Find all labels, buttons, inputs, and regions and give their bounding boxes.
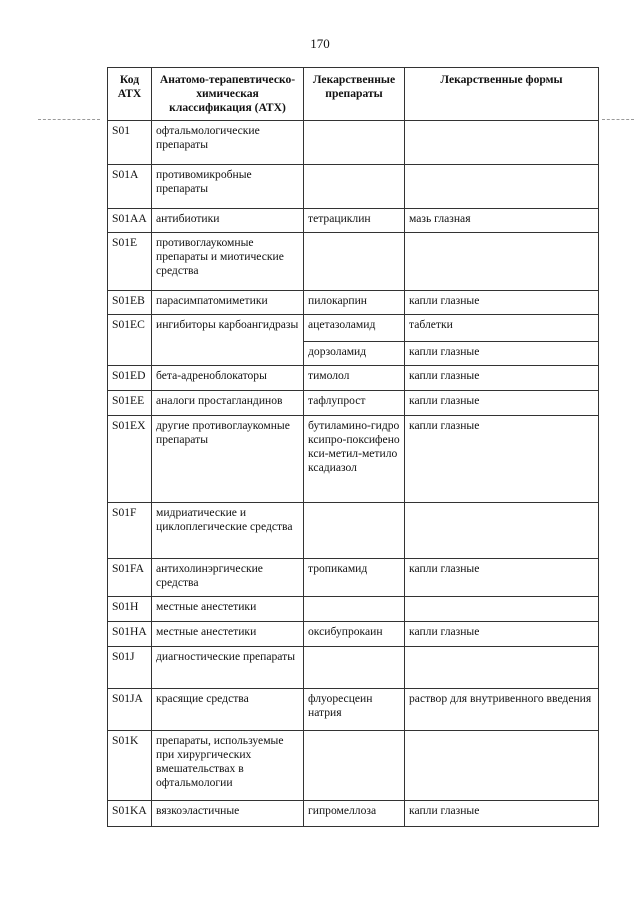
cell-drug xyxy=(304,165,405,209)
cell-class: офтальмологические препараты xyxy=(152,121,304,165)
table-row xyxy=(108,291,599,315)
cell-class: противомикробные препараты xyxy=(152,165,304,209)
cell-form xyxy=(405,597,599,622)
cell-drug: тафлупрост xyxy=(304,391,405,416)
cell-code: S01EE xyxy=(108,391,152,416)
cell-form: раствор для внутривенного введения xyxy=(405,689,599,731)
cell-drug xyxy=(304,503,405,559)
cell-code: S01KA xyxy=(108,801,152,827)
cell-class: бета-адреноблокаторы xyxy=(152,366,304,391)
cell-drug xyxy=(304,731,405,801)
table-row xyxy=(108,731,599,801)
cell-form: капли глазные xyxy=(405,366,599,391)
cell-drug xyxy=(304,597,405,622)
table-row xyxy=(108,391,599,416)
cell-code: S01E xyxy=(108,233,152,291)
cell-code: S01AA xyxy=(108,209,152,233)
cell-code: S01EB xyxy=(108,291,152,315)
cell-drug xyxy=(304,647,405,689)
header-code: Код АТХ xyxy=(108,68,152,121)
table-header-row xyxy=(108,68,599,121)
cell-class: красящие средства xyxy=(152,689,304,731)
table-row xyxy=(108,559,599,597)
header-forms: Лекарственные формы xyxy=(405,68,599,121)
cell-code: S01K xyxy=(108,731,152,801)
table-row xyxy=(108,209,599,233)
cell-class: противоглаукомные препараты и миотические средства xyxy=(152,233,304,291)
cell-drug: тропикамид xyxy=(304,559,405,597)
table-row xyxy=(108,647,599,689)
cell-code: S01FA xyxy=(108,559,152,597)
table-row xyxy=(108,121,599,165)
cell-form: капли глазные xyxy=(405,291,599,315)
cell-drug: тетрациклин xyxy=(304,209,405,233)
cell-code: S01EX xyxy=(108,416,152,503)
cell-drug xyxy=(304,233,405,291)
cell-code: S01EC xyxy=(108,315,152,366)
cell-form xyxy=(405,165,599,209)
table-row xyxy=(108,233,599,291)
right-margin-line xyxy=(602,119,634,120)
table-row xyxy=(108,165,599,209)
cell-form: таблетки xyxy=(405,315,599,342)
cell-code: S01ED xyxy=(108,366,152,391)
table-row xyxy=(108,597,599,622)
cell-class: антибиотики xyxy=(152,209,304,233)
cell-form: капли глазные xyxy=(405,391,599,416)
cell-drug: оксибупрокаин xyxy=(304,622,405,647)
cell-drug: гипромеллоза xyxy=(304,801,405,827)
cell-class: антихолинэргические средства xyxy=(152,559,304,597)
cell-form xyxy=(405,121,599,165)
cell-drug: ацетазоламид xyxy=(304,315,405,342)
table-row xyxy=(108,622,599,647)
table-row xyxy=(108,315,599,342)
cell-code: S01J xyxy=(108,647,152,689)
cell-class: местные анестетики xyxy=(152,597,304,622)
cell-drug xyxy=(304,121,405,165)
cell-code: S01A xyxy=(108,165,152,209)
cell-class: препараты, используемые при хирургических вмешательствах в офтальмологии xyxy=(152,731,304,801)
cell-class: диагностические препараты xyxy=(152,647,304,689)
cell-form: капли глазные xyxy=(405,342,599,366)
cell-form xyxy=(405,647,599,689)
cell-form: капли глазные xyxy=(405,801,599,827)
cell-drug: пилокарпин xyxy=(304,291,405,315)
cell-code: S01H xyxy=(108,597,152,622)
cell-form: капли глазные xyxy=(405,622,599,647)
table-row xyxy=(108,689,599,731)
cell-form xyxy=(405,731,599,801)
cell-drug: тимолол xyxy=(304,366,405,391)
table-row xyxy=(108,416,599,503)
atx-table xyxy=(107,67,599,827)
cell-class: другие противоглаукомные препараты xyxy=(152,416,304,503)
cell-code: S01HA xyxy=(108,622,152,647)
page-number: 170 xyxy=(310,36,330,51)
cell-form xyxy=(405,503,599,559)
cell-form: мазь глазная xyxy=(405,209,599,233)
table-row xyxy=(108,801,599,827)
cell-class: аналоги простагландинов xyxy=(152,391,304,416)
cell-drug: флуоресцеин натрия xyxy=(304,689,405,731)
cell-form xyxy=(405,233,599,291)
cell-code: S01 xyxy=(108,121,152,165)
left-margin-line xyxy=(38,119,100,120)
header-drugs: Лекарственные препараты xyxy=(304,68,405,121)
cell-form: капли глазные xyxy=(405,559,599,597)
cell-code: S01F xyxy=(108,503,152,559)
cell-form: капли глазные xyxy=(405,416,599,503)
cell-class: парасимпатомиметики xyxy=(152,291,304,315)
header-classification: Анатомо-терапевтическо-химическая классификация (АТХ) xyxy=(152,68,304,121)
cell-drug: бутиламино-гидроксипро-поксифенокси-метил-метилоксадиазол xyxy=(304,416,405,503)
cell-class: ингибиторы карбоангидразы xyxy=(152,315,304,366)
table-row xyxy=(108,366,599,391)
cell-code: S01JA xyxy=(108,689,152,731)
table-row xyxy=(108,503,599,559)
cell-drug: дорзоламид xyxy=(304,342,405,366)
cell-class: мидриатические и циклоплегические средства xyxy=(152,503,304,559)
cell-class: вязкоэластичные xyxy=(152,801,304,827)
cell-class: местные анестетики xyxy=(152,622,304,647)
